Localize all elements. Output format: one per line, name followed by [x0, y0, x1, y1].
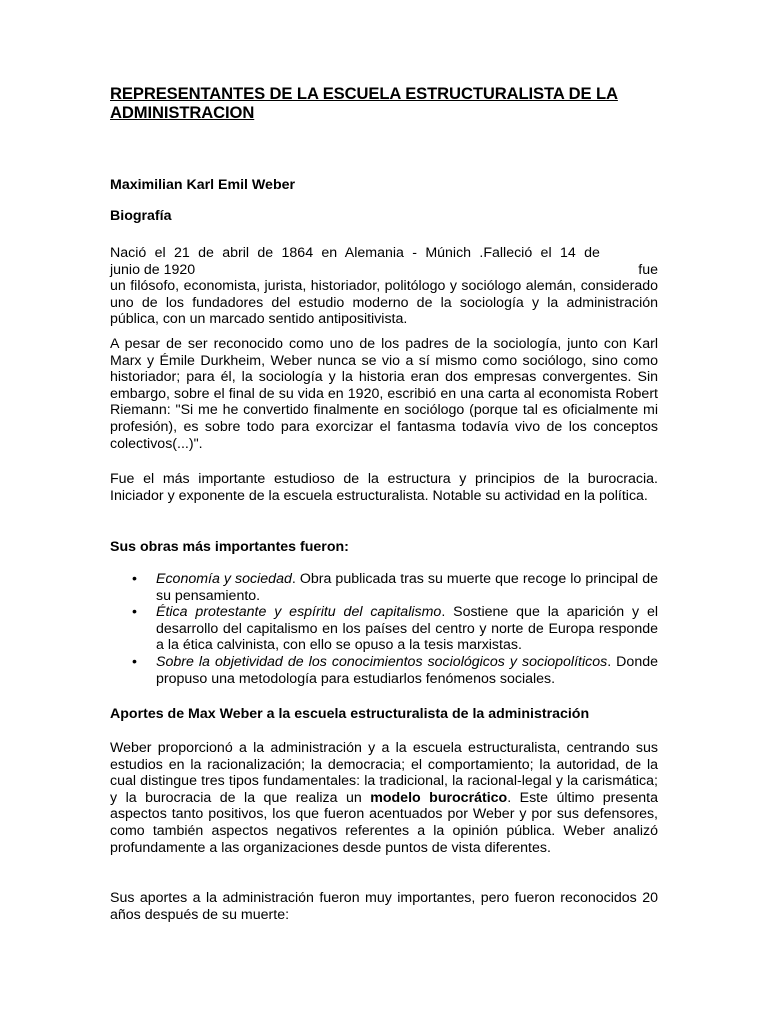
biography-line-2-right: fue [638, 261, 658, 278]
list-item [110, 571, 658, 604]
person-name: Maximilian Karl Emil Weber [110, 177, 296, 193]
biography-line-1 [110, 245, 658, 262]
list-item [110, 604, 658, 654]
works-heading: Sus obras más importantes fueron: [110, 539, 349, 555]
biography-line-2-left: junio de 1920 [110, 261, 196, 278]
biography-line-2 [110, 262, 658, 279]
contributions-bold-term: modelo burocrático [370, 789, 508, 806]
work-title: Sobre la objetividad de los conocimientos sociológicos y sociopolíticos [156, 653, 608, 670]
work-title: Ética protestante y espíritu del capitalismo [156, 604, 442, 621]
paragraph-contributions [110, 740, 658, 856]
works-list [110, 571, 658, 687]
work-title: Economía y sociedad [156, 571, 292, 587]
bullet-icon: • [132, 653, 137, 670]
contributions-text-after: . Este último presenta aspectos tanto positivos, los que fueron acentuados por Weber y por sus defensores, como también aspectos negativos referentes a la opinión pública. Weber analizó profundamente a las organizaciones desde puntos de vista diferentes. [110, 789, 659, 856]
paragraph-bureaucracy: Fue el más importante estudioso de la estructura y principios de la burocracia. Iniciador y exponente de la escuela estructuralista. Notable su actividad en la política. [110, 471, 658, 504]
biography-line-1-text: Nació el 21 de abril de 1864 en Alemania - Múnich .Falleció el 14 de [110, 245, 600, 261]
paragraph-final: Sus aportes a la administración fueron muy importantes, pero fueron reconocidos 20 años después de su muerte: [110, 890, 658, 923]
work-description: . Donde propuso una metodología para estudiarlos fenómenos sociales. [156, 653, 658, 687]
contributions-text-before: Weber proporcionó a la administración y a la escuela estructuralista, centrando sus estudios en la racionalización; la democracia; el comportamiento; la autoridad, de la cual distingue tres tipos fundamentales: la tradicional, la racional-legal y la carismática; y la burocracia de la que realiza un [110, 740, 658, 806]
paragraph-sociology: A pesar de ser reconocido como uno de los padres de la sociología, junto con Karl Marx y Émile Durkheim, Weber nunca se vio a sí mismo como sociólogo, sino como historiador; para él, la sociología y la historia eran dos empresas convergentes. Sin embargo, sobre el final de su vida en 1920, escribió en una carta al economista Robert Riemann: "Si me he convertido finalmente en sociólogo (porque tal es oficialmente mi profesión), es sobre todo para exorcizar el fantasma todavía vivo de los conceptos colectivos(...)". [110, 336, 658, 452]
biography-heading: Biografía [110, 208, 172, 224]
list-item [110, 654, 658, 687]
bullet-icon: • [132, 571, 137, 587]
document-title: REPRESENTANTES DE LA ESCUELA ESTRUCTURALISTA DE LA ADMINISTRACION [110, 84, 618, 122]
bullet-icon: • [132, 604, 137, 621]
biography-paragraph [110, 245, 658, 328]
biography-rest: un filósofo, economista, jurista, historiador, politólogo y sociólogo alemán, considerado uno de los fundadores del estudio moderno de la sociología y la administración pública, con un marcado sentido antipositivista. [110, 278, 658, 328]
contributions-heading: Aportes de Max Weber a la escuela estructuralista de la administración [110, 706, 590, 722]
work-description: . Sostiene que la aparición y el desarrollo del capitalismo en los países del centro y norte de Europa responde a la ética calvinista, con ello se opuso a la tesis marxistas. [156, 604, 658, 654]
work-description: . Obra publicada tras su muerte que recoge lo principal de su pensamiento. [156, 571, 658, 604]
